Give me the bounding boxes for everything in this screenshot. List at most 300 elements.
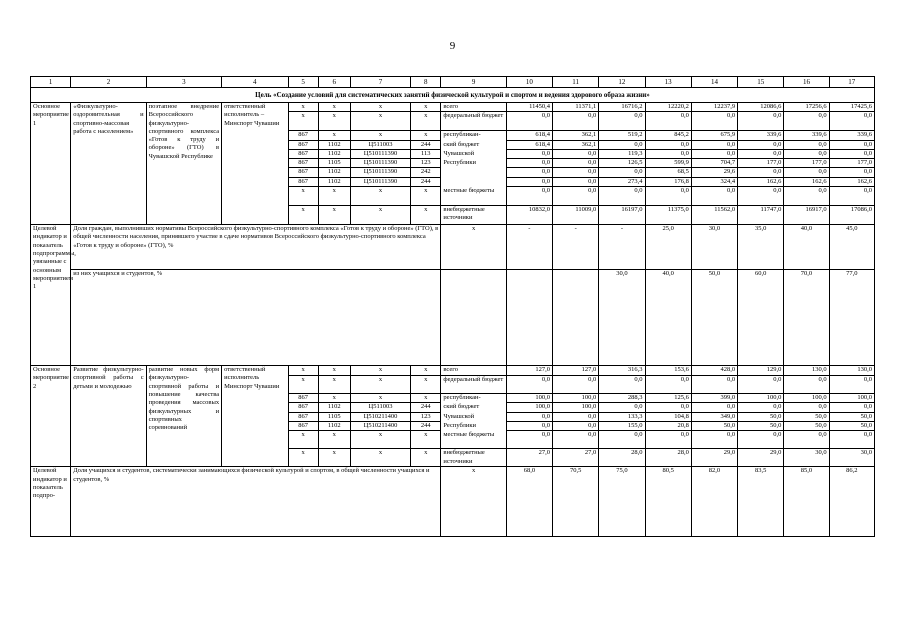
funding-source: республикан-: [441, 131, 506, 140]
funding-value: 17256,6: [784, 103, 829, 112]
funding-value: 0,0: [553, 168, 599, 177]
column-number: 17: [829, 77, 874, 88]
target-value: 40,0: [784, 225, 829, 270]
target-text: Доля учащихся и студентов, систематически занимающихся физической культурой и спортом, в общей численности учащихся и студентов, %: [71, 467, 441, 537]
funding-value: 0,0: [784, 140, 829, 149]
funding-value: 16197,0: [599, 206, 645, 225]
target-value: -: [553, 225, 599, 270]
column-number: 10: [506, 77, 552, 88]
target-value: 40,0: [645, 270, 691, 366]
section-code: 1105: [318, 412, 350, 421]
funding-value: 618,4: [506, 131, 552, 140]
funding-source: Чувашской: [441, 149, 506, 158]
funding-value: 0,0: [599, 187, 645, 206]
funding-value: 0,0: [738, 187, 784, 206]
target-article-code: x: [350, 449, 410, 467]
funding-value: 0,0: [645, 149, 691, 158]
section-code: x: [318, 187, 350, 206]
funding-value: 0,0: [691, 112, 737, 131]
funding-value: 0,0: [784, 403, 829, 412]
target-article-code: x: [350, 206, 410, 225]
funding-value: 0,0: [506, 177, 552, 186]
section-code: x: [318, 112, 350, 131]
target-article-code: x: [350, 376, 410, 394]
target-value: [553, 270, 599, 366]
funding-source: внебюджетные источники: [441, 449, 506, 467]
funding-value: 130,0: [784, 366, 829, 376]
funding-value: 0,0: [599, 403, 645, 412]
funding-value: 0,0: [691, 140, 737, 149]
target-row: [31, 270, 875, 366]
funding-value: 599,9: [645, 159, 691, 168]
funding-value: 127,0: [506, 366, 552, 376]
responsible-executor: ответственный исполнитель Минспорт Чувашии: [222, 366, 288, 467]
funding-value: 29,6: [691, 168, 737, 177]
funding-value: 0,0: [506, 421, 552, 430]
grbs-code: x: [288, 187, 318, 206]
funding-value: 0,0: [645, 376, 691, 394]
grbs-code: 867: [288, 403, 318, 412]
funding-value: 0,0: [553, 159, 599, 168]
measure-title: Развитие физкультурно-спортивной работы с детьми и молодежью: [71, 366, 146, 467]
funding-value: 50,0: [829, 421, 874, 430]
funding-value: 0,0: [599, 168, 645, 177]
section-code: 1102: [318, 168, 350, 177]
funding-value: 0,0: [506, 112, 552, 131]
funding-value: 0,0: [553, 431, 599, 449]
measure-name: Основное мероприятие 1: [31, 103, 71, 225]
funding-value: 0,0: [691, 376, 737, 394]
target-value: [506, 270, 552, 366]
funding-source: внебюджетные источники: [441, 206, 506, 225]
target-article-code: Ц510111390: [350, 168, 410, 177]
expense-type-code: 244: [411, 140, 441, 149]
grbs-code: 867: [288, 412, 318, 421]
funding-value: 845,2: [645, 131, 691, 140]
funding-value: 11562,0: [691, 206, 737, 225]
funding-value: 0,0: [829, 187, 874, 206]
funding-value: 0,0: [645, 112, 691, 131]
funding-value: 0,0: [829, 140, 874, 149]
target-row: [31, 467, 875, 537]
target-value: 86,2: [829, 467, 874, 537]
target-value: -: [506, 225, 552, 270]
expense-type-code: x: [411, 187, 441, 206]
funding-value: 68,5: [645, 168, 691, 177]
funding-value: 316,3: [599, 366, 645, 376]
funding-value: 177,0: [784, 159, 829, 168]
section-code: x: [318, 131, 350, 140]
target-value: 30,0: [691, 225, 737, 270]
target-article-code: x: [350, 112, 410, 131]
target-article-code: Ц510111390: [350, 149, 410, 158]
column-number: 13: [645, 77, 691, 88]
funding-value: 0,0: [691, 403, 737, 412]
measure-description: развитие новых форм физкультурно-спортивной работы и повышение качества проведения массовых физкультурных и спортивных соревнований: [146, 366, 221, 467]
target-value: 77,0: [829, 270, 874, 366]
section-code: 1102: [318, 149, 350, 158]
section-code: x: [318, 376, 350, 394]
funding-value: 153,6: [645, 366, 691, 376]
section-code: 1102: [318, 421, 350, 430]
funding-value: 0,0: [645, 431, 691, 449]
target-text: из них учащихся и студентов, %: [71, 270, 441, 366]
funding-value: 20,8: [645, 421, 691, 430]
grbs-code: 867: [288, 394, 318, 403]
funding-value: 0,0: [829, 431, 874, 449]
funding-value: 12237,9: [691, 103, 737, 112]
funding-value: 12220,2: [645, 103, 691, 112]
column-number: 14: [691, 77, 737, 88]
funding-source: всего: [441, 366, 506, 376]
funding-value: 126,5: [599, 159, 645, 168]
funding-source: Республики: [441, 159, 506, 168]
funding-value: 0,0: [784, 431, 829, 449]
funding-source: местные бюджеты: [441, 431, 506, 449]
target-value: 85,0: [784, 467, 829, 537]
funding-value: 0,0: [784, 149, 829, 158]
column-number: 6: [318, 77, 350, 88]
expense-type-code: x: [411, 131, 441, 140]
target-article-code: x: [350, 394, 410, 403]
funding-value: 100,0: [506, 394, 552, 403]
funding-source: местные бюджеты: [441, 187, 506, 206]
funding-value: 0,0: [784, 376, 829, 394]
column-number: 12: [599, 77, 645, 88]
funding-value: 399,0: [691, 394, 737, 403]
funding-value: 0,0: [645, 403, 691, 412]
column-number: 4: [222, 77, 288, 88]
grbs-code: x: [288, 366, 318, 376]
column-number: 8: [411, 77, 441, 88]
target-article-code: Ц511003: [350, 403, 410, 412]
expense-type-code: x: [411, 206, 441, 225]
funding-value: 127,0: [553, 366, 599, 376]
funding-value: 30,0: [784, 449, 829, 467]
expense-type-code: x: [411, 103, 441, 112]
funding-source: всего: [441, 103, 506, 112]
funding-value: 12086,6: [738, 103, 784, 112]
funding-value: 17425,6: [829, 103, 874, 112]
funding-value: 176,8: [645, 177, 691, 186]
funding-value: 0,0: [738, 149, 784, 158]
target-value: 45,0: [829, 225, 874, 270]
target-row: [31, 225, 875, 270]
grbs-code: x: [288, 112, 318, 131]
funding-value: 0,0: [645, 187, 691, 206]
section-code: x: [318, 103, 350, 112]
funding-value: 0,0: [691, 149, 737, 158]
grbs-code: x: [288, 206, 318, 225]
target-article-code: Ц510111390: [350, 159, 410, 168]
column-number: 2: [71, 77, 146, 88]
funding-source: [441, 168, 506, 177]
goal-heading: Цель «Создание условий для систематических занятий физической культурой и спортом и ведения здорового образа жизни»: [31, 88, 875, 103]
expense-type-code: 113: [411, 149, 441, 158]
expense-type-code: 242: [411, 168, 441, 177]
funding-value: 50,0: [784, 412, 829, 421]
funding-value: 100,0: [553, 403, 599, 412]
expense-type-code: 244: [411, 403, 441, 412]
expense-type-code: x: [411, 449, 441, 467]
funding-value: 288,3: [599, 394, 645, 403]
funding-value: 0,0: [829, 112, 874, 131]
funding-value: 0,0: [738, 431, 784, 449]
measure-name: Основное мероприятие 2: [31, 366, 71, 467]
funding-value: 16716,2: [599, 103, 645, 112]
grbs-code: 867: [288, 149, 318, 158]
funding-value: 0,0: [691, 187, 737, 206]
target-value: 35,0: [738, 225, 784, 270]
funding-value: 0,0: [599, 376, 645, 394]
funding-value: 27,0: [506, 449, 552, 467]
column-number: 5: [288, 77, 318, 88]
funding-value: 177,0: [738, 159, 784, 168]
target-article-code: x: [350, 431, 410, 449]
column-number: 7: [350, 77, 410, 88]
target-value: 50,0: [691, 270, 737, 366]
section-code: x: [318, 449, 350, 467]
page-number: 9: [449, 40, 456, 52]
target-article-code: x: [350, 131, 410, 140]
target-x: x: [441, 467, 506, 537]
funding-value: 428,0: [691, 366, 737, 376]
column-number-row: [31, 77, 875, 88]
target-value: 70,5: [553, 467, 599, 537]
column-number: 3: [146, 77, 221, 88]
funding-value: 125,6: [645, 394, 691, 403]
section-code: 1105: [318, 159, 350, 168]
funding-source: федеральный бюджет: [441, 112, 506, 131]
funding-value: 50,0: [738, 421, 784, 430]
grbs-code: 867: [288, 421, 318, 430]
funding-value: 0,0: [553, 421, 599, 430]
funding-value: 50,0: [829, 412, 874, 421]
funding-value: 29,0: [691, 449, 737, 467]
funding-value: 11375,0: [645, 206, 691, 225]
funding-value: 349,0: [691, 412, 737, 421]
section-code: 1102: [318, 140, 350, 149]
target-article-code: Ц510111390: [350, 177, 410, 186]
target-article-code: Ц511003: [350, 140, 410, 149]
target-article-code: x: [350, 366, 410, 376]
funding-source: республикан-: [441, 394, 506, 403]
funding-source: ский бюджет: [441, 403, 506, 412]
measure-row: [31, 103, 875, 112]
target-value: 75,0: [599, 467, 645, 537]
funding-value: 16917,0: [784, 206, 829, 225]
funding-value: 0,0: [506, 149, 552, 158]
funding-value: 273,4: [599, 177, 645, 186]
target-value: 68,0: [506, 467, 552, 537]
funding-value: 0,0: [599, 140, 645, 149]
funding-value: 11371,1: [553, 103, 599, 112]
funding-value: 27,0: [553, 449, 599, 467]
expense-type-code: 123: [411, 412, 441, 421]
funding-value: 675,9: [691, 131, 737, 140]
section-code: x: [318, 366, 350, 376]
section-code: x: [318, 206, 350, 225]
grbs-code: 867: [288, 177, 318, 186]
target-text: Доля граждан, выполнивших нормативы Всероссийского физкультурно-спортивного комплекса «Готов к труду и обороне» (ГТО), в общей численности населения, принявшего участие в сдаче нормативов Всероссийского физкультурно-спортивного комплекса «Готов к труду и обороне» (ГТО), %: [71, 225, 441, 270]
funding-value: 704,7: [691, 159, 737, 168]
section-code: 1102: [318, 403, 350, 412]
funding-value: 11009,0: [553, 206, 599, 225]
funding-value: 0,0: [553, 412, 599, 421]
goal-row: [31, 88, 875, 103]
funding-value: 0,0: [599, 431, 645, 449]
funding-value: 0,0: [829, 168, 874, 177]
grbs-code: 867: [288, 131, 318, 140]
funding-value: 0,0: [506, 431, 552, 449]
expense-type-code: x: [411, 431, 441, 449]
funding-value: 0,0: [738, 168, 784, 177]
target-label: Целевой индикатор и показатель подпро-: [31, 467, 71, 537]
target-value: 60,0: [738, 270, 784, 366]
funding-value: 339,6: [738, 131, 784, 140]
funding-value: 119,3: [599, 149, 645, 158]
funding-value: 0,0: [506, 159, 552, 168]
funding-value: 618,4: [506, 140, 552, 149]
funding-value: 362,1: [553, 140, 599, 149]
funding-value: 0,0: [829, 403, 874, 412]
funding-value: 29,0: [738, 449, 784, 467]
funding-value: 28,0: [599, 449, 645, 467]
target-article-code: x: [350, 187, 410, 206]
funding-value: 28,0: [645, 449, 691, 467]
funding-value: 0,0: [829, 149, 874, 158]
funding-value: 30,0: [829, 449, 874, 467]
target-article-code: Ц510211400: [350, 421, 410, 430]
measure-row: [31, 366, 875, 376]
funding-value: 11747,0: [738, 206, 784, 225]
funding-value: 100,0: [738, 394, 784, 403]
funding-value: 0,0: [506, 168, 552, 177]
funding-value: 0,0: [553, 177, 599, 186]
section-code: x: [318, 394, 350, 403]
column-number: 9: [441, 77, 506, 88]
target-value: 80,5: [645, 467, 691, 537]
funding-value: 0,0: [553, 112, 599, 131]
funding-value: 100,0: [784, 394, 829, 403]
grbs-code: x: [288, 103, 318, 112]
funding-value: 50,0: [738, 412, 784, 421]
funding-value: 0,0: [829, 376, 874, 394]
column-number: 1: [31, 77, 71, 88]
target-label: Целевой индикатор и показатель подпрограммы, увязанные с основным мероприятием 1: [31, 225, 71, 366]
budget-table: [30, 76, 875, 537]
funding-source: Республики: [441, 421, 506, 430]
target-value: 82,0: [691, 467, 737, 537]
target-value: 25,0: [645, 225, 691, 270]
funding-value: 339,6: [829, 131, 874, 140]
funding-value: 100,0: [829, 394, 874, 403]
column-number: 15: [738, 77, 784, 88]
funding-value: 324,4: [691, 177, 737, 186]
section-code: x: [318, 431, 350, 449]
funding-value: 0,0: [553, 376, 599, 394]
grbs-code: 867: [288, 159, 318, 168]
target-value: -: [599, 225, 645, 270]
funding-value: 339,6: [784, 131, 829, 140]
funding-value: 11450,4: [506, 103, 552, 112]
funding-value: 0,0: [738, 140, 784, 149]
funding-value: 0,0: [506, 187, 552, 206]
grbs-code: x: [288, 431, 318, 449]
funding-value: 0,0: [691, 431, 737, 449]
funding-value: 133,3: [599, 412, 645, 421]
target-x: [441, 270, 506, 366]
funding-value: 0,0: [599, 112, 645, 131]
target-value: 30,0: [599, 270, 645, 366]
funding-value: 162,6: [784, 177, 829, 186]
funding-value: 0,0: [645, 140, 691, 149]
funding-value: 130,0: [829, 366, 874, 376]
funding-value: 0,0: [784, 168, 829, 177]
target-x: x: [441, 225, 506, 270]
grbs-code: 867: [288, 168, 318, 177]
measure-title: «Физкультурно-оздоровительная и спортивно-массовая работа с населением»: [71, 103, 146, 225]
column-number: 11: [553, 77, 599, 88]
funding-value: 0,0: [506, 412, 552, 421]
column-number: 16: [784, 77, 829, 88]
funding-value: 100,0: [506, 403, 552, 412]
target-article-code: Ц510211400: [350, 412, 410, 421]
expense-type-code: 123: [411, 159, 441, 168]
funding-value: 0,0: [738, 112, 784, 131]
funding-value: 0,0: [784, 112, 829, 131]
grbs-code: 867: [288, 140, 318, 149]
target-value: 70,0: [784, 270, 829, 366]
funding-value: 104,8: [645, 412, 691, 421]
target-value: 83,5: [738, 467, 784, 537]
expense-type-code: x: [411, 376, 441, 394]
funding-value: 162,6: [738, 177, 784, 186]
funding-value: 0,0: [553, 187, 599, 206]
grbs-code: x: [288, 376, 318, 394]
funding-value: 0,0: [784, 187, 829, 206]
expense-type-code: 244: [411, 421, 441, 430]
funding-source: ский бюджет: [441, 140, 506, 149]
funding-value: 162,6: [829, 177, 874, 186]
grbs-code: x: [288, 449, 318, 467]
target-article-code: x: [350, 103, 410, 112]
funding-value: 362,1: [553, 131, 599, 140]
funding-value: 0,0: [506, 376, 552, 394]
funding-value: 17086,0: [829, 206, 874, 225]
funding-value: 50,0: [691, 421, 737, 430]
section-code: 1102: [318, 177, 350, 186]
funding-value: 177,0: [829, 159, 874, 168]
funding-value: 50,0: [784, 421, 829, 430]
expense-type-code: x: [411, 112, 441, 131]
funding-value: 10832,0: [506, 206, 552, 225]
funding-source: Чувашской: [441, 412, 506, 421]
expense-type-code: x: [411, 394, 441, 403]
responsible-executor: ответственный исполнитель – Минспорт Чувашии: [222, 103, 288, 225]
funding-value: 0,0: [738, 403, 784, 412]
funding-value: 129,0: [738, 366, 784, 376]
expense-type-code: 244: [411, 177, 441, 186]
funding-value: 0,0: [553, 149, 599, 158]
funding-value: 155,0: [599, 421, 645, 430]
funding-source: [441, 177, 506, 186]
expense-type-code: x: [411, 366, 441, 376]
funding-value: 100,0: [553, 394, 599, 403]
funding-value: 519,2: [599, 131, 645, 140]
funding-value: 0,0: [738, 376, 784, 394]
funding-source: федеральный бюджет: [441, 376, 506, 394]
